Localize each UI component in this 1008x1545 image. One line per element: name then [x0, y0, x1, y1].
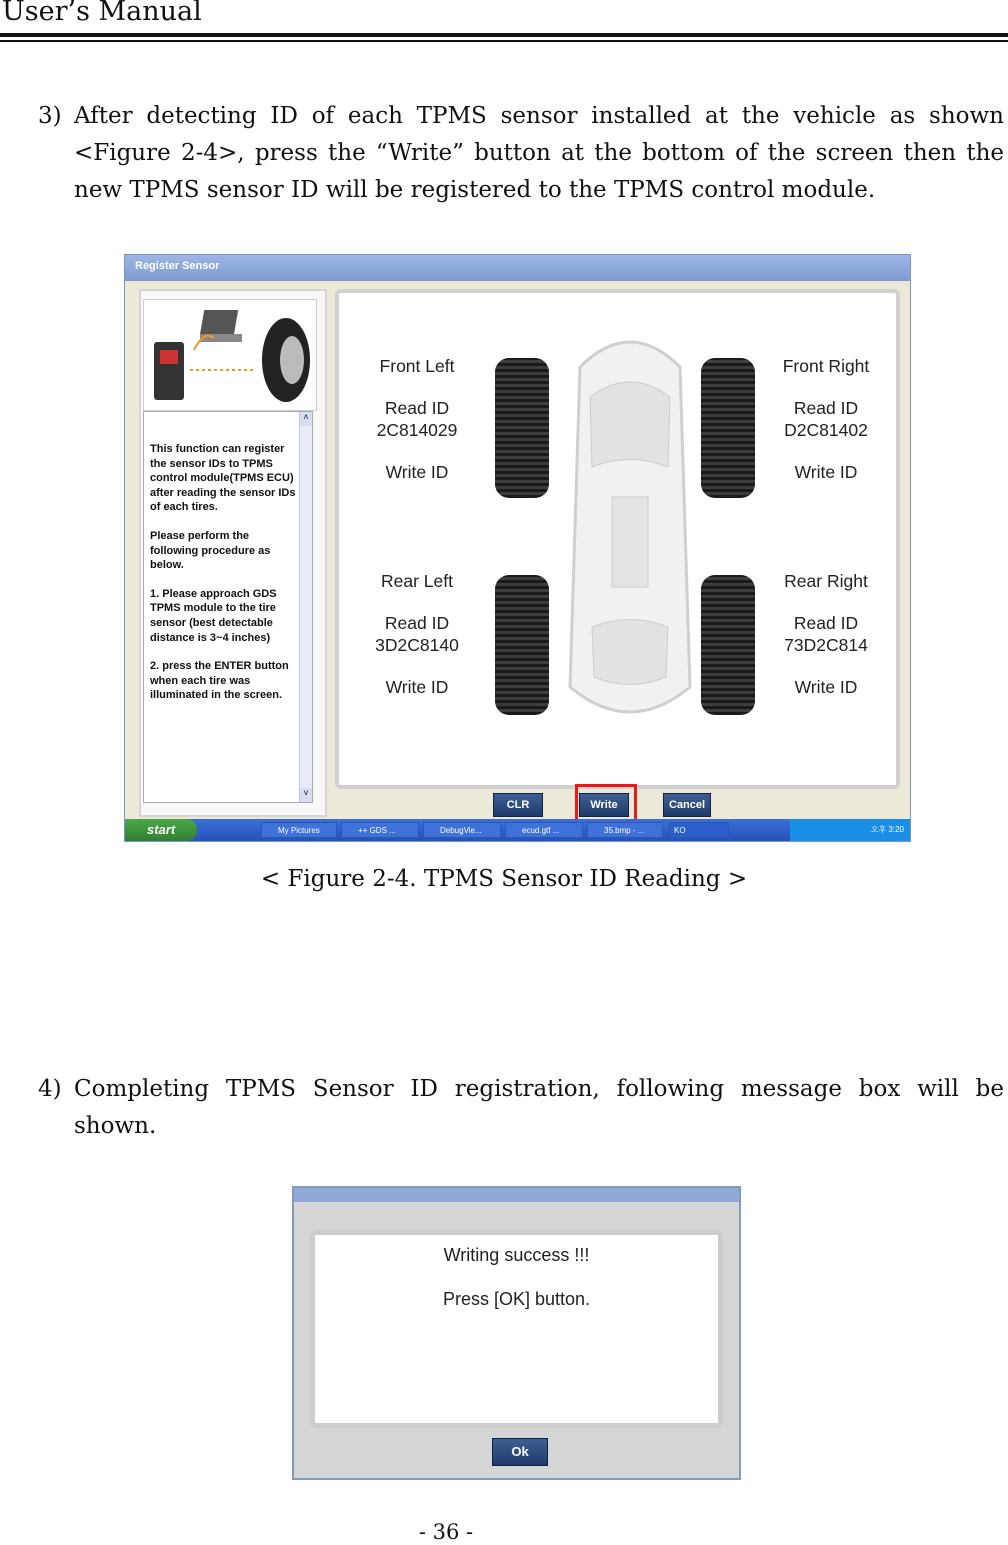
tire-rear-left[interactable] — [495, 575, 549, 715]
tire-front-right[interactable] — [701, 358, 755, 498]
help-scrollbar[interactable] — [299, 412, 312, 802]
read-id-value: 73D2C814 — [784, 635, 868, 655]
car-outline-icon — [545, 327, 715, 727]
write-id-label: Write ID — [794, 677, 858, 697]
device-illustration — [143, 299, 317, 411]
system-tray-clock: 오후 3:20 — [790, 819, 910, 841]
help-paragraph: Please perform the following procedure as below. — [150, 529, 271, 572]
read-id-label: Read ID — [384, 398, 450, 418]
cancel-button[interactable]: Cancel — [663, 793, 711, 817]
read-id-label: Read ID — [384, 613, 450, 633]
taskbar-item[interactable]: DebugVie... — [423, 822, 501, 838]
tire-rear-right[interactable] — [701, 575, 755, 715]
step-text: Completing TPMS Sensor ID registration, following message box will be shown. — [74, 1076, 1004, 1139]
tire-name: Rear Right — [784, 571, 868, 591]
figure-caption: < Figure 2-4. TPMS Sensor ID Reading > — [260, 866, 748, 892]
taskbar-item[interactable]: ecud.gtf ... — [505, 822, 583, 838]
read-id-value: D2C81402 — [784, 420, 868, 440]
read-id-value: 2C814029 — [376, 420, 458, 440]
read-id-label: Read ID — [793, 613, 859, 633]
taskbar-item[interactable]: My Pictures — [261, 822, 337, 838]
help-paragraph: This function can register the sensor IDs to TPMS control module(TPMS ECU) after reading the sensor IDs of each tires. — [150, 443, 296, 514]
taskbar-item[interactable]: ++ GDS ... — [341, 822, 419, 838]
windows-taskbar — [125, 819, 910, 841]
front-left-info — [352, 355, 482, 483]
register-sensor-window — [124, 254, 911, 842]
tire-front-left[interactable] — [495, 358, 549, 498]
tire-name: Front Left — [379, 356, 455, 376]
step-number: 3) — [38, 103, 62, 129]
step-text: After detecting ID of each TPMS sensor installed at the vehicle as shown <Figure 2-4>, press the “Write” button at the bottom of the screen then the new TPMS sensor ID will be registered to the TPMS control module. — [74, 103, 1004, 203]
rear-left-info — [352, 570, 482, 698]
header-title: User’s Manual — [2, 0, 202, 27]
help-text — [150, 442, 300, 717]
instruction-message: Press [OK] button. — [442, 1289, 591, 1309]
window-title: Register Sensor — [135, 260, 220, 272]
write-button[interactable]: Write — [579, 793, 629, 817]
page-number: - 36 - — [418, 1520, 474, 1544]
help-paragraph: 2. press the ENTER button when each tire was illuminated in the screen. — [150, 660, 289, 702]
clr-button[interactable]: CLR — [493, 793, 543, 817]
header-rule-thick — [0, 33, 1008, 37]
window-titlebar — [125, 255, 910, 281]
write-id-label: Write ID — [385, 462, 449, 482]
step-number: 4) — [38, 1076, 62, 1102]
tire-name: Rear Left — [381, 571, 453, 591]
write-highlight-box — [575, 784, 637, 824]
tpms-tool-laptop-tire-icon — [144, 300, 316, 410]
help-paragraph: 1. Please approach GDS TPMS module to the tire sensor (best detectable distance is 3~4 inches) — [150, 587, 277, 644]
success-message: Writing success !!! — [443, 1245, 590, 1265]
tire-name: Front Right — [782, 356, 870, 376]
help-text-box[interactable] — [143, 411, 313, 803]
success-message-window — [292, 1186, 741, 1480]
language-bar[interactable]: KO — [669, 822, 729, 838]
read-id-value: 3D2C8140 — [375, 635, 459, 655]
window-titlebar — [294, 1188, 739, 1202]
read-id-label: Read ID — [793, 398, 859, 418]
ok-button[interactable]: Ok — [492, 1438, 548, 1466]
rear-right-info — [761, 570, 891, 698]
header-rule-thin — [0, 40, 1008, 42]
write-id-label: Write ID — [794, 462, 858, 482]
page-header — [0, 0, 1008, 44]
front-right-info — [761, 355, 891, 483]
start-button[interactable]: start — [125, 819, 197, 841]
taskbar-item[interactable]: 35.bmp - ... — [587, 822, 663, 838]
message-area — [310, 1230, 723, 1428]
write-id-label: Write ID — [385, 677, 449, 697]
